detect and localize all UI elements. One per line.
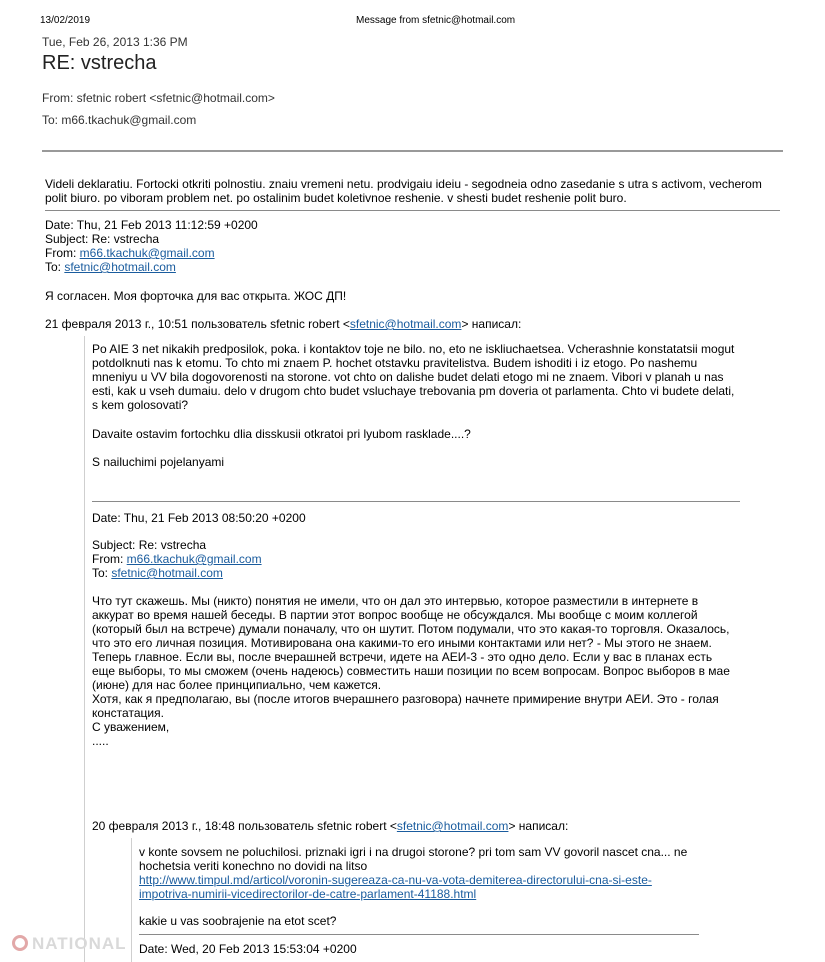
reply1-to: To: sfetnic@hotmail.com <box>45 260 176 274</box>
print-title: Message from sfetnic@hotmail.com <box>356 15 516 26</box>
quote1-para2: Davaite ostavim fortochku dlia disskusii otkratoi pri lyubom rasklade....? <box>92 427 471 441</box>
header-divider <box>42 150 783 152</box>
body-line: (июне) для нас более принципиально, чем кажется. <box>92 678 382 692</box>
quote-url-line <box>139 887 759 901</box>
article-link[interactable]: impotriva-numirii-vicedirectorilor-de-catre-parlament-41188.html <box>139 887 477 901</box>
body-line: Что тут скажешь. Мы (никто) понятия не имели, что он дал это интервью, которое разместили в интернете в <box>92 594 699 608</box>
quote-line: v konte sovsem ne poluchilosi. priznaki igri i na drugoi storone? pri tom sam VV govoril nascet cna... ne <box>139 845 688 859</box>
message-subject: RE: vstrecha <box>42 52 157 74</box>
body-line: еще выборы, то мы сможем (очень надеюсь) совместить наши позиции по всем вопросам. Вопрос выборов в мае <box>92 664 730 678</box>
logo-circle-icon <box>12 935 28 951</box>
quote2-question: kakie u vas soobrajenie na etot scet? <box>139 914 337 928</box>
message-from: From: sfetnic robert <sfetnic@hotmail.com> <box>42 91 275 105</box>
quote1-signature: S nailuchimi pojelanyami <box>92 455 225 469</box>
attribution-email-link[interactable]: sfetnic@hotmail.com <box>396 819 509 833</box>
reply2-to-link[interactable]: sfetnic@hotmail.com <box>111 566 223 580</box>
quote2-text <box>139 845 759 901</box>
quote1-para1 <box>92 342 752 412</box>
attribution-email-link[interactable]: sfetnic@hotmail.com <box>349 317 462 331</box>
national-watermark: NATIONAL <box>12 934 127 954</box>
body-line: С уважением, <box>92 720 170 734</box>
quote-line: hochetsia veriti konechno no dovidi na litso <box>139 859 368 873</box>
body-line: что это его личная позиция. Мотивирована она какими-то его иными контактами или нет? - Мы этого не знаем. <box>92 636 712 650</box>
reply1-from-link[interactable]: m66.tkachuk@gmail.com <box>79 246 215 260</box>
quote-line: Po AIE 3 net nikakih predposilok, poka. i kontaktov toje ne bilo. no, eto ne iskliuchaetsea. Vcherashnie konstatatsii mogut <box>92 342 735 356</box>
quote-line: mneniyu u VV bila dogovorenosti na storone. vot chto on dalishe budet delati etogo mi ne znaem. Vibori v planah u nas <box>92 370 724 384</box>
body-line: аккурат во время нашей беседы. В партии этот вопрос вообще не обсуждался. Мы вообще с моим коллегой <box>92 608 698 622</box>
body-line: констатация. <box>92 706 164 720</box>
quote-bar <box>84 336 85 962</box>
body-line: ..... <box>92 734 109 748</box>
body-line: Videli deklaratiu. Fortocki otkriti polnostiu. znaiu vremeni netu. prodvigaiu ideiu - segodneia odno zasedanie s utra s activom, vecherom <box>45 177 762 191</box>
reply2-body <box>92 594 752 748</box>
reply1-headers <box>45 218 745 274</box>
reply2-subject: Subject: Re: vstrecha <box>92 538 207 552</box>
body-line: polit biuro. po viboram problem net. po ostalinim budet koletivnoe reshenie. v shesti budet reshenie polit buro. <box>45 191 627 205</box>
quote2-date: Date: Wed, 20 Feb 2013 15:53:04 +0200 <box>139 942 357 956</box>
body-line: Хотя, как я предполагаю, вы (после итогов вчерашнего разговора) начнете примирение внутри АЕИ. Это - голая <box>92 692 719 706</box>
reply2-from-link[interactable]: m66.tkachuk@gmail.com <box>126 552 262 566</box>
reply2-attribution: 20 февраля 2013 г., 18:48 пользователь sfetnic robert <sfetnic@hotmail.com> написал: <box>92 819 569 833</box>
message-to: To: m66.tkachuk@gmail.com <box>42 113 197 127</box>
quote-url-line <box>139 873 759 887</box>
message-body <box>45 177 785 205</box>
reply1-subject: Subject: Re: vstrecha <box>45 232 160 246</box>
reply1-date: Date: Thu, 21 Feb 2013 11:12:59 +0200 <box>45 218 258 232</box>
article-link[interactable]: http://www.timpul.md/articol/voronin-sugereaza-ca-nu-va-vota-demiterea-directorului-cna-si-este- <box>139 873 652 887</box>
reply1-to-link[interactable]: sfetnic@hotmail.com <box>64 260 176 274</box>
quote-line: s kem golosovati? <box>92 398 189 412</box>
print-date: 13/02/2019 <box>40 15 91 26</box>
reply2-to: To: sfetnic@hotmail.com <box>92 566 223 580</box>
reply-divider <box>45 210 780 211</box>
reply2-headers <box>92 538 692 580</box>
quote-line: potdolknuti nas k etomu. To chto mi znaem P. hochet otstavku pravitelistva. Budem ishoditi i iz etogo. Po nashemu <box>92 356 698 370</box>
quote-line: esti, kak u vseh dumaiu. delo v drugom chto budet vsluchaye trebovania pm doveria ot parlamenta. Chto vi budete delati, <box>92 384 735 398</box>
quote1-divider <box>92 501 740 502</box>
reply1-body: Я согласен. Моя форточка для вас открыта. ЖОС ДП! <box>45 289 347 303</box>
reply2-from: From: m66.tkachuk@gmail.com <box>92 552 262 566</box>
quote2-divider <box>139 934 699 935</box>
reply1-from: From: m66.tkachuk@gmail.com <box>45 246 215 260</box>
message-timestamp: Tue, Feb 26, 2013 1:36 PM <box>42 35 188 49</box>
body-line: (который был на встрече) думали поначалу, что он шутит. Потом подумали, что это какая-то торговля. Оказалось, <box>92 622 730 636</box>
reply1-attribution: 21 февраля 2013 г., 10:51 пользователь sfetnic robert <sfetnic@hotmail.com> написал: <box>45 317 522 331</box>
reply2-date: Date: Thu, 21 Feb 2013 08:50:20 +0200 <box>92 511 306 525</box>
quote-bar <box>131 838 132 962</box>
body-line: Теперь главное. Если вы, после вчерашней встречи, идете на АЕИ-3 - это одно дело. Если у вас в планах есть <box>92 650 713 664</box>
